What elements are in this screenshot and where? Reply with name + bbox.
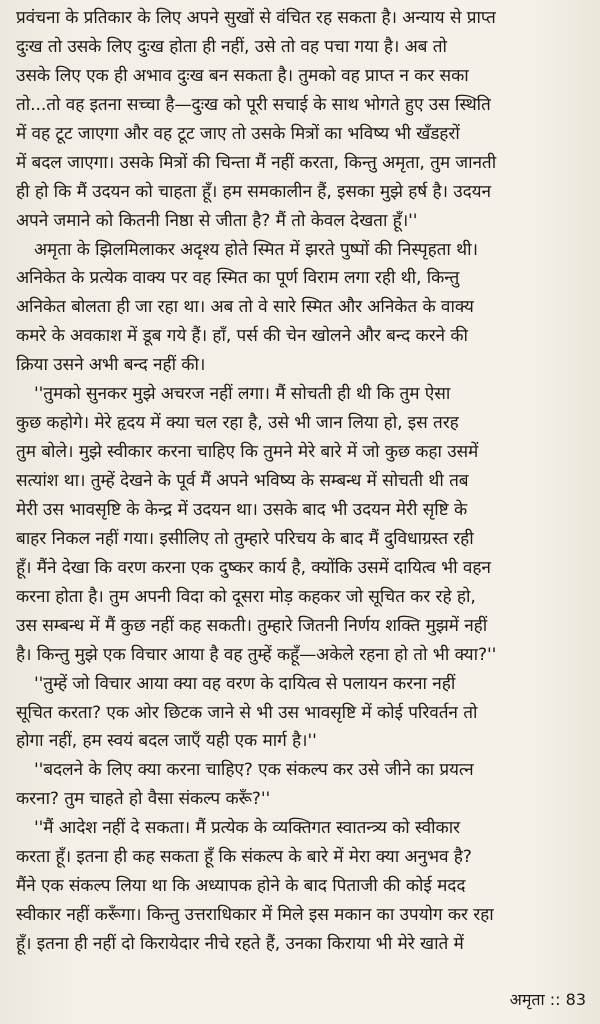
text-line: करना होता है। तुम अपनी विदा को दूसरा मोड़ कहकर जो सूचित कर रहे हो, — [16, 586, 476, 607]
text-line: सूचित करता? एक ओर छिटक जाने से भी उस भावसृष्टि में कोई परिवर्तन तो — [16, 702, 478, 723]
paragraph-first-line: ''बदलने के लिए क्या करना चाहिए? एक संकल्प कर उसे जीने का प्रयत्न — [34, 760, 474, 781]
text-line: तुम बोले। मुझे स्वीकार करना चाहिए कि तुमने मेरे बारे में जो कुछ कहा उसमें — [16, 442, 479, 463]
text-line: कुछ कहोगे। मेरे हृदय में क्या चल रहा है, उसे भी जान लिया हो, इस तरह — [16, 413, 459, 434]
text-line: है। किन्तु मुझे एक विचार आया है वह तुम्हें कहूँ—अकेले रहना हो तो भी क्या?'' — [16, 644, 497, 665]
text-line: स्वीकार नहीं करूँगा। किन्तु उत्तराधिकार में मिले इस मकान का उपयोग कर रहा — [16, 905, 494, 926]
text-line: तो...तो वह इतना सच्चा है—दुःख को पूरी सचाई के साथ भोगते हुए उस स्थिति — [16, 94, 491, 115]
text-line: में बदल जाएगा। उसके मित्रों की चिन्ता मैं नहीं करता, किन्तु अमृता, तुम जानती — [16, 152, 497, 173]
text-line: प्रवंचना के प्रतिकार के लिए अपने सुखों से वंचित रह सकता है। अन्याय से प्राप्त — [16, 8, 496, 28]
paragraph-first-line: ''मैं आदेश नहीं दे सकता। मैं प्रत्येक के व्यक्तिगत स्वातन्त्र्य को स्वीकार — [34, 818, 460, 839]
text-line: में वह टूट जाएगा और वह टूट जाए तो उसके मित्रों का भविष्य भी खँडहरों — [16, 123, 460, 144]
text-line: हूँ। इतना ही नहीं दो किरायेदार नीचे रहते हैं, उनका किराया भी मेरे खाते में — [16, 934, 464, 954]
page-footer: अमृता :: 83 — [509, 990, 586, 1009]
paragraph-first-line: अमृता के झिलमिलाकर अदृश्य होते स्मित में झरते पुष्पों की निस्पृहता थी। — [34, 239, 478, 260]
body-text — [16, 4, 588, 959]
text-line: अपने जमाने को कितनी निष्ठा से जीता है? मैं तो केवल देखता हूँ।'' — [16, 210, 418, 231]
text-line: मेरी उस भावसृष्टि के केन्द्र में उदयन था। उसके बाद भी उदयन मेरी सृष्टि के — [16, 499, 468, 520]
text-line: करता हूँ। इतना ही कह सकता हूँ कि संकल्प के बारे में मेरा क्या अनुभव है? — [16, 847, 472, 868]
text-line: बाहर निकल नहीं गया। इसीलिए तो तुम्हारे परिचय के बाद मैं दुविधाग्रस्त रही — [16, 528, 474, 549]
text-line: क्रिया उसने अभी बन्द नहीं की। — [16, 355, 206, 376]
text-line: अनिकेत के प्रत्येक वाक्य पर वह स्मित का पूर्ण विराम लगा रही थी, किन्तु — [16, 268, 460, 289]
text-line: ही हो कि मैं उदयन को चाहता हूँ। हम समकालीन हैं, इसका मुझे हर्ष है। उदयन — [16, 181, 491, 202]
text-line: मैंने एक संकल्प लिया था कि अध्यापक होने के बाद पिताजी की कोई मदद — [16, 876, 466, 897]
text-line: अनिकेत बोलता ही जा रहा था। अब तो वे सारे स्मित और अनिकेत के वाक्य — [16, 297, 474, 318]
text-line: कमरे के अवकाश में डूब गये हैं। हाँ, पर्स की चेन खोलने और बन्द करने की — [16, 326, 468, 347]
text-line: उस सम्बन्ध में मैं कुछ नहीं कह सकती। तुम्हारे जितनी निर्णय शक्ति मुझमें नहीं — [16, 615, 488, 636]
text-line: हूँ। मैंने देखा कि वरण करना एक दुष्कर कार्य है, क्योंकि उसमें दायित्व भी वहन — [16, 557, 491, 578]
text-line: होगा नहीं, हम स्वयं बदल जाएँ यही एक मार्ग है।'' — [16, 731, 317, 752]
text-line: दुःख तो उसके लिए दुःख होता ही नहीं, उसे तो वह पचा गया है। अब तो — [16, 36, 447, 57]
text-line: करना? तुम चाहते हो वैसा संकल्प करूँ?'' — [16, 789, 271, 810]
paragraph-first-line: ''तुम्हें जो विचार आया क्या वह वरण के दायित्व से पलायन करना नहीं — [34, 673, 456, 694]
text-line: उसके लिए एक ही अभाव दुःख बन सकता है। तुमको वह प्राप्त न कर सका — [16, 65, 469, 86]
text-line: सत्यांश था। तुम्हें देखने के पूर्व मैं अपने भविष्य के सम्बन्ध में सोचती थी तब — [16, 471, 469, 491]
paragraph-first-line: ''तुमको सुनकर मुझे अचरज नहीं लगा। मैं सोचती ही थी कि तुम ऐसा — [34, 384, 451, 405]
